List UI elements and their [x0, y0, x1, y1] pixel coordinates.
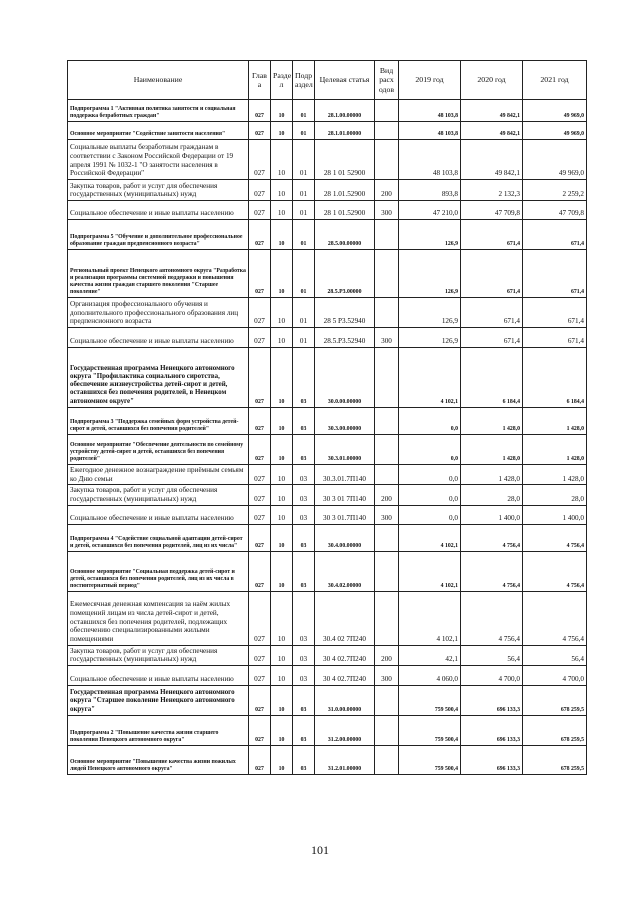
row-glava-cell: 027: [249, 645, 271, 665]
row-target-cell: 31.2.01.00000: [315, 745, 375, 774]
header-target: Целевая статья: [315, 61, 375, 100]
row-2019-cell: 4 060,0: [399, 665, 461, 685]
row-2019-cell: 48 103,8: [399, 122, 461, 140]
row-glava-cell: 027: [249, 524, 271, 551]
row-podrazdel-cell: 03: [293, 485, 315, 505]
row-vid-cell: [375, 140, 399, 180]
row-vid-cell: 200: [375, 485, 399, 505]
row-2021-cell: 4 700,0: [523, 665, 587, 685]
row-name-cell: Подпрограмма 2 "Повышение качества жизни старшего поколения Ненецкого автономного округа": [68, 715, 249, 745]
table-row: [68, 465, 587, 485]
row-target-cell: 30 3 01 7П140: [315, 485, 375, 505]
table-row: [68, 140, 587, 180]
row-podrazdel-cell: 03: [293, 505, 315, 524]
table-row: [68, 524, 587, 551]
row-glava-cell: 027: [249, 298, 271, 328]
row-razdel-cell: 10: [271, 250, 293, 298]
row-glava-cell: 027: [249, 140, 271, 180]
row-target-cell: 28.5.00.00000: [315, 220, 375, 250]
row-podrazdel-cell: 03: [293, 745, 315, 774]
row-vid-cell: 300: [375, 328, 399, 348]
row-target-cell: 30.4.00.00000: [315, 524, 375, 551]
row-podrazdel-cell: 01: [293, 250, 315, 298]
row-name-cell: Подпрограмма 5 "Обучение и дополнительное профессиональное образование граждан предпенсионного возраста": [68, 220, 249, 250]
row-glava-cell: 027: [249, 220, 271, 250]
table-row: [68, 348, 587, 408]
row-2021-cell: 28,0: [523, 485, 587, 505]
header-podrazdel: Подр аздел: [293, 61, 315, 100]
row-vid-cell: 300: [375, 665, 399, 685]
row-vid-cell: [375, 250, 399, 298]
row-podrazdel-cell: 01: [293, 328, 315, 348]
row-name-cell: Ежегодное денежное вознаграждение приёмным семьям ко Дню семьи: [68, 465, 249, 485]
row-2019-cell: 4 102,1: [399, 348, 461, 408]
row-podrazdel-cell: 03: [293, 645, 315, 665]
row-vid-cell: [375, 685, 399, 715]
table-row: [68, 645, 587, 665]
row-2019-cell: 0,0: [399, 465, 461, 485]
table-body: [68, 100, 587, 775]
row-2019-cell: 759 500,4: [399, 685, 461, 715]
row-2021-cell: 49 969,0: [523, 140, 587, 180]
row-vid-cell: [375, 465, 399, 485]
row-razdel-cell: 10: [271, 100, 293, 122]
header-glava: Глав а: [249, 61, 271, 100]
row-razdel-cell: 10: [271, 745, 293, 774]
row-vid-cell: [375, 408, 399, 435]
row-podrazdel-cell: 01: [293, 220, 315, 250]
table-row: [68, 122, 587, 140]
row-2019-cell: 0,0: [399, 435, 461, 465]
table-row: [68, 328, 587, 348]
header-2020: 2020 год: [461, 61, 523, 100]
row-razdel-cell: 10: [271, 201, 293, 220]
row-name-cell: Закупка товаров, работ и услуг для обеспечения государственных (муниципальных) нужд: [68, 645, 249, 665]
row-2019-cell: 126,9: [399, 298, 461, 328]
row-name-cell: Государственная программа Ненецкого автономного округа "Старшее поколение Ненецкого автономного округа": [68, 685, 249, 715]
row-podrazdel-cell: 03: [293, 435, 315, 465]
row-podrazdel-cell: 01: [293, 180, 315, 201]
row-name-cell: Государственная программа Ненецкого автономного округа "Профилактика социального сиротства, обеспечение жизнеустройства детей-сирот и детей, оставшихся без попечения родителей, в Ненецком автономном округе": [68, 348, 249, 408]
row-target-cell: 30.3.01.00000: [315, 435, 375, 465]
row-2019-cell: 0,0: [399, 485, 461, 505]
row-glava-cell: 027: [249, 745, 271, 774]
row-glava-cell: 027: [249, 665, 271, 685]
row-target-cell: 28.5.P3.00000: [315, 250, 375, 298]
row-2021-cell: 4 756,4: [523, 524, 587, 551]
table-row: [68, 435, 587, 465]
row-glava-cell: 027: [249, 551, 271, 591]
row-podrazdel-cell: 01: [293, 100, 315, 122]
row-podrazdel-cell: 01: [293, 140, 315, 180]
page-number: 101: [311, 843, 329, 857]
row-2021-cell: 671,4: [523, 298, 587, 328]
row-2019-cell: 0,0: [399, 408, 461, 435]
row-podrazdel-cell: 03: [293, 408, 315, 435]
row-2020-cell: 47 709,8: [461, 201, 523, 220]
row-glava-cell: 027: [249, 685, 271, 715]
row-2021-cell: 56,4: [523, 645, 587, 665]
row-glava-cell: 027: [249, 328, 271, 348]
row-2020-cell: 49 842,1: [461, 122, 523, 140]
row-name-cell: Закупка товаров, работ и услуг для обеспечения государственных (муниципальных) нужд: [68, 485, 249, 505]
row-glava-cell: 027: [249, 591, 271, 645]
row-target-cell: 28.1.00.00000: [315, 100, 375, 122]
row-razdel-cell: 10: [271, 328, 293, 348]
row-2019-cell: 0,0: [399, 505, 461, 524]
row-target-cell: 30 3 01.7П140: [315, 505, 375, 524]
row-vid-cell: [375, 435, 399, 465]
row-name-cell: Подпрограмма 4 "Содействие социальной адаптации детей-сирот и детей, оставшихся без попечения родителей, лиц из их числа": [68, 524, 249, 551]
row-podrazdel-cell: 01: [293, 201, 315, 220]
row-name-cell: Социальные выплаты безработным гражданам в соответствии с Законом Российской Федерации от 19 апреля 1991 № 1032-1 "О занятости населения в Российской Федерации": [68, 140, 249, 180]
row-target-cell: 30.3.00.00000: [315, 408, 375, 435]
row-vid-cell: 200: [375, 645, 399, 665]
row-name-cell: Региональный проект Ненецкого автономного округа "Разработка и реализация программы системной поддержки и повышения качества жизни граждан старшего поколения "Старшее поколение": [68, 250, 249, 298]
table-row: [68, 591, 587, 645]
row-name-cell: Подпрограмма 1 "Активная политика занятости и социальная поддержка безработных граждан": [68, 100, 249, 122]
row-vid-cell: 200: [375, 180, 399, 201]
row-name-cell: Подпрограмма 3 "Поддержка семейных форм устройства детей-сирот и детей, оставшихся без попечения родителей": [68, 408, 249, 435]
row-2021-cell: 678 259,5: [523, 685, 587, 715]
row-razdel-cell: 10: [271, 524, 293, 551]
row-target-cell: 31.0.00.00000: [315, 685, 375, 715]
row-name-cell: Основное мероприятие "Повышение качества жизни пожилых людей Ненецкого автономного округа": [68, 745, 249, 774]
row-glava-cell: 027: [249, 715, 271, 745]
row-2019-cell: 42,1: [399, 645, 461, 665]
row-razdel-cell: 10: [271, 645, 293, 665]
row-glava-cell: 027: [249, 435, 271, 465]
row-podrazdel-cell: 01: [293, 298, 315, 328]
table-row: [68, 100, 587, 122]
row-2021-cell: 6 184,4: [523, 348, 587, 408]
row-2021-cell: 671,4: [523, 220, 587, 250]
row-2021-cell: 678 259,5: [523, 745, 587, 774]
row-2021-cell: 1 428,0: [523, 408, 587, 435]
row-razdel-cell: 10: [271, 715, 293, 745]
row-2020-cell: 1 428,0: [461, 435, 523, 465]
row-glava-cell: 027: [249, 465, 271, 485]
row-glava-cell: 027: [249, 201, 271, 220]
row-2021-cell: 678 259,5: [523, 715, 587, 745]
row-name-cell: Социальное обеспечение и иные выплаты населению: [68, 328, 249, 348]
row-2021-cell: 49 969,0: [523, 122, 587, 140]
row-razdel-cell: 10: [271, 505, 293, 524]
row-vid-cell: 300: [375, 505, 399, 524]
header-2019: 2019 год: [399, 61, 461, 100]
row-target-cell: 30.4 02 7П240: [315, 591, 375, 645]
row-glava-cell: 027: [249, 100, 271, 122]
row-2020-cell: 696 133,3: [461, 715, 523, 745]
row-target-cell: 30 4 02.7П240: [315, 665, 375, 685]
row-target-cell: 30.3.01.7П140: [315, 465, 375, 485]
row-name-cell: Основное мероприятие "Социальная поддержка детей-сирот и детей, оставшихся без попечения родителей, лиц из их числа в постинтернатный период": [68, 551, 249, 591]
row-2020-cell: 1 428,0: [461, 465, 523, 485]
row-target-cell: 28 1 01 52900: [315, 140, 375, 180]
row-2020-cell: 696 133,3: [461, 685, 523, 715]
row-podrazdel-cell: 03: [293, 715, 315, 745]
row-2021-cell: 1 428,0: [523, 465, 587, 485]
row-2021-cell: 1 400,0: [523, 505, 587, 524]
row-2021-cell: 4 756,4: [523, 591, 587, 645]
row-vid-cell: [375, 100, 399, 122]
table-row: [68, 408, 587, 435]
row-vid-cell: [375, 524, 399, 551]
row-razdel-cell: 10: [271, 348, 293, 408]
row-podrazdel-cell: 01: [293, 122, 315, 140]
row-2020-cell: 4 756,4: [461, 524, 523, 551]
row-2019-cell: 126,9: [399, 220, 461, 250]
row-2020-cell: 4 700,0: [461, 665, 523, 685]
row-2019-cell: 126,9: [399, 250, 461, 298]
row-2021-cell: 49 969,0: [523, 100, 587, 122]
row-2020-cell: 671,4: [461, 250, 523, 298]
row-2021-cell: 671,4: [523, 328, 587, 348]
row-name-cell: Социальное обеспечение и иные выплаты населению: [68, 665, 249, 685]
row-vid-cell: [375, 348, 399, 408]
row-podrazdel-cell: 03: [293, 551, 315, 591]
row-2019-cell: 126,9: [399, 328, 461, 348]
row-2020-cell: 1 428,0: [461, 408, 523, 435]
row-razdel-cell: 10: [271, 180, 293, 201]
row-razdel-cell: 10: [271, 220, 293, 250]
row-razdel-cell: 10: [271, 665, 293, 685]
row-glava-cell: 027: [249, 122, 271, 140]
row-2020-cell: 2 132,3: [461, 180, 523, 201]
row-target-cell: 28.5.P3.52940: [315, 328, 375, 348]
row-vid-cell: [375, 220, 399, 250]
row-2020-cell: 696 133,3: [461, 745, 523, 774]
row-2021-cell: 1 428,0: [523, 435, 587, 465]
row-name-cell: Ежемесячная денежная компенсация за наём жилых помещений лицам из числа детей-сирот и детей, оставшихся без попечения родителей, подлежащих обеспечению специализированными жилыми помещениями: [68, 591, 249, 645]
row-name-cell: Социальное обеспечение и иные выплаты населению: [68, 201, 249, 220]
row-razdel-cell: 10: [271, 685, 293, 715]
row-2019-cell: 47 210,0: [399, 201, 461, 220]
row-2021-cell: 47 709,8: [523, 201, 587, 220]
budget-table: [67, 60, 587, 775]
table-row: [68, 201, 587, 220]
row-2020-cell: 671,4: [461, 220, 523, 250]
row-target-cell: 28 1 01.52900: [315, 201, 375, 220]
table-row: [68, 505, 587, 524]
table-row: [68, 551, 587, 591]
table-row: [68, 745, 587, 774]
row-2021-cell: 671,4: [523, 250, 587, 298]
row-target-cell: 31.2.00.00000: [315, 715, 375, 745]
row-vid-cell: [375, 591, 399, 645]
row-razdel-cell: 10: [271, 591, 293, 645]
row-2019-cell: 759 500,4: [399, 745, 461, 774]
table-row: [68, 298, 587, 328]
table-row: [68, 180, 587, 201]
row-razdel-cell: 10: [271, 465, 293, 485]
row-vid-cell: 300: [375, 201, 399, 220]
row-glava-cell: 027: [249, 485, 271, 505]
row-2019-cell: 4 102,1: [399, 551, 461, 591]
row-2020-cell: 28,0: [461, 485, 523, 505]
row-2020-cell: 1 400,0: [461, 505, 523, 524]
header-name: Наименование: [68, 61, 249, 100]
row-2020-cell: 671,4: [461, 328, 523, 348]
row-vid-cell: [375, 551, 399, 591]
row-2020-cell: 49 842,1: [461, 140, 523, 180]
row-name-cell: Социальное обеспечение и иные выплаты населению: [68, 505, 249, 524]
row-razdel-cell: 10: [271, 551, 293, 591]
header-vid: Вид расх одов: [375, 61, 399, 100]
row-2020-cell: 4 756,4: [461, 551, 523, 591]
row-2021-cell: 4 756,4: [523, 551, 587, 591]
row-razdel-cell: 10: [271, 140, 293, 180]
row-target-cell: 28 5 P3.52940: [315, 298, 375, 328]
table-row: [68, 685, 587, 715]
row-2019-cell: 4 102,1: [399, 591, 461, 645]
table-row: [68, 715, 587, 745]
row-2020-cell: 4 756,4: [461, 591, 523, 645]
row-2019-cell: 893,8: [399, 180, 461, 201]
row-razdel-cell: 10: [271, 485, 293, 505]
row-target-cell: 28.1.01.00000: [315, 122, 375, 140]
row-2019-cell: 4 102,1: [399, 524, 461, 551]
row-vid-cell: [375, 715, 399, 745]
table-row: [68, 250, 587, 298]
row-podrazdel-cell: 03: [293, 348, 315, 408]
row-2020-cell: 56,4: [461, 645, 523, 665]
row-2020-cell: 49 842,1: [461, 100, 523, 122]
row-podrazdel-cell: 03: [293, 465, 315, 485]
row-target-cell: 28 1.01.52900: [315, 180, 375, 201]
row-glava-cell: 027: [249, 348, 271, 408]
table-header-row: [68, 61, 587, 100]
row-podrazdel-cell: 03: [293, 524, 315, 551]
table-row: [68, 220, 587, 250]
row-glava-cell: 027: [249, 505, 271, 524]
row-vid-cell: [375, 122, 399, 140]
row-glava-cell: 027: [249, 250, 271, 298]
row-podrazdel-cell: 03: [293, 665, 315, 685]
row-glava-cell: 027: [249, 408, 271, 435]
row-2019-cell: 48 103,8: [399, 140, 461, 180]
table-row: [68, 665, 587, 685]
row-target-cell: 30.0.00.00000: [315, 348, 375, 408]
row-vid-cell: [375, 298, 399, 328]
row-razdel-cell: 10: [271, 435, 293, 465]
row-podrazdel-cell: 03: [293, 591, 315, 645]
row-name-cell: Организация профессионального обучения и дополнительного профессионального образования лиц предпенсионного возраста: [68, 298, 249, 328]
row-2019-cell: 759 500,4: [399, 715, 461, 745]
row-podrazdel-cell: 03: [293, 685, 315, 715]
header-2021: 2021 год: [523, 61, 587, 100]
header-razdel: Разде л: [271, 61, 293, 100]
row-name-cell: Основное мероприятие "Обеспечение деятельности по семейному устройству детей-сирот и детей, оставшихся без попечения родителей": [68, 435, 249, 465]
row-glava-cell: 027: [249, 180, 271, 201]
table-row: [68, 485, 587, 505]
row-target-cell: 30 4 02.7П240: [315, 645, 375, 665]
row-name-cell: Основное мероприятие "Содействие занятости населения": [68, 122, 249, 140]
row-vid-cell: [375, 745, 399, 774]
row-razdel-cell: 10: [271, 122, 293, 140]
row-razdel-cell: 10: [271, 298, 293, 328]
row-razdel-cell: 10: [271, 408, 293, 435]
row-2020-cell: 671,4: [461, 298, 523, 328]
row-name-cell: Закупка товаров, работ и услуг для обеспечения государственных (муниципальных) нужд: [68, 180, 249, 201]
row-2020-cell: 6 184,4: [461, 348, 523, 408]
row-2021-cell: 2 259,2: [523, 180, 587, 201]
row-2019-cell: 48 103,8: [399, 100, 461, 122]
row-target-cell: 30.4.02.00000: [315, 551, 375, 591]
